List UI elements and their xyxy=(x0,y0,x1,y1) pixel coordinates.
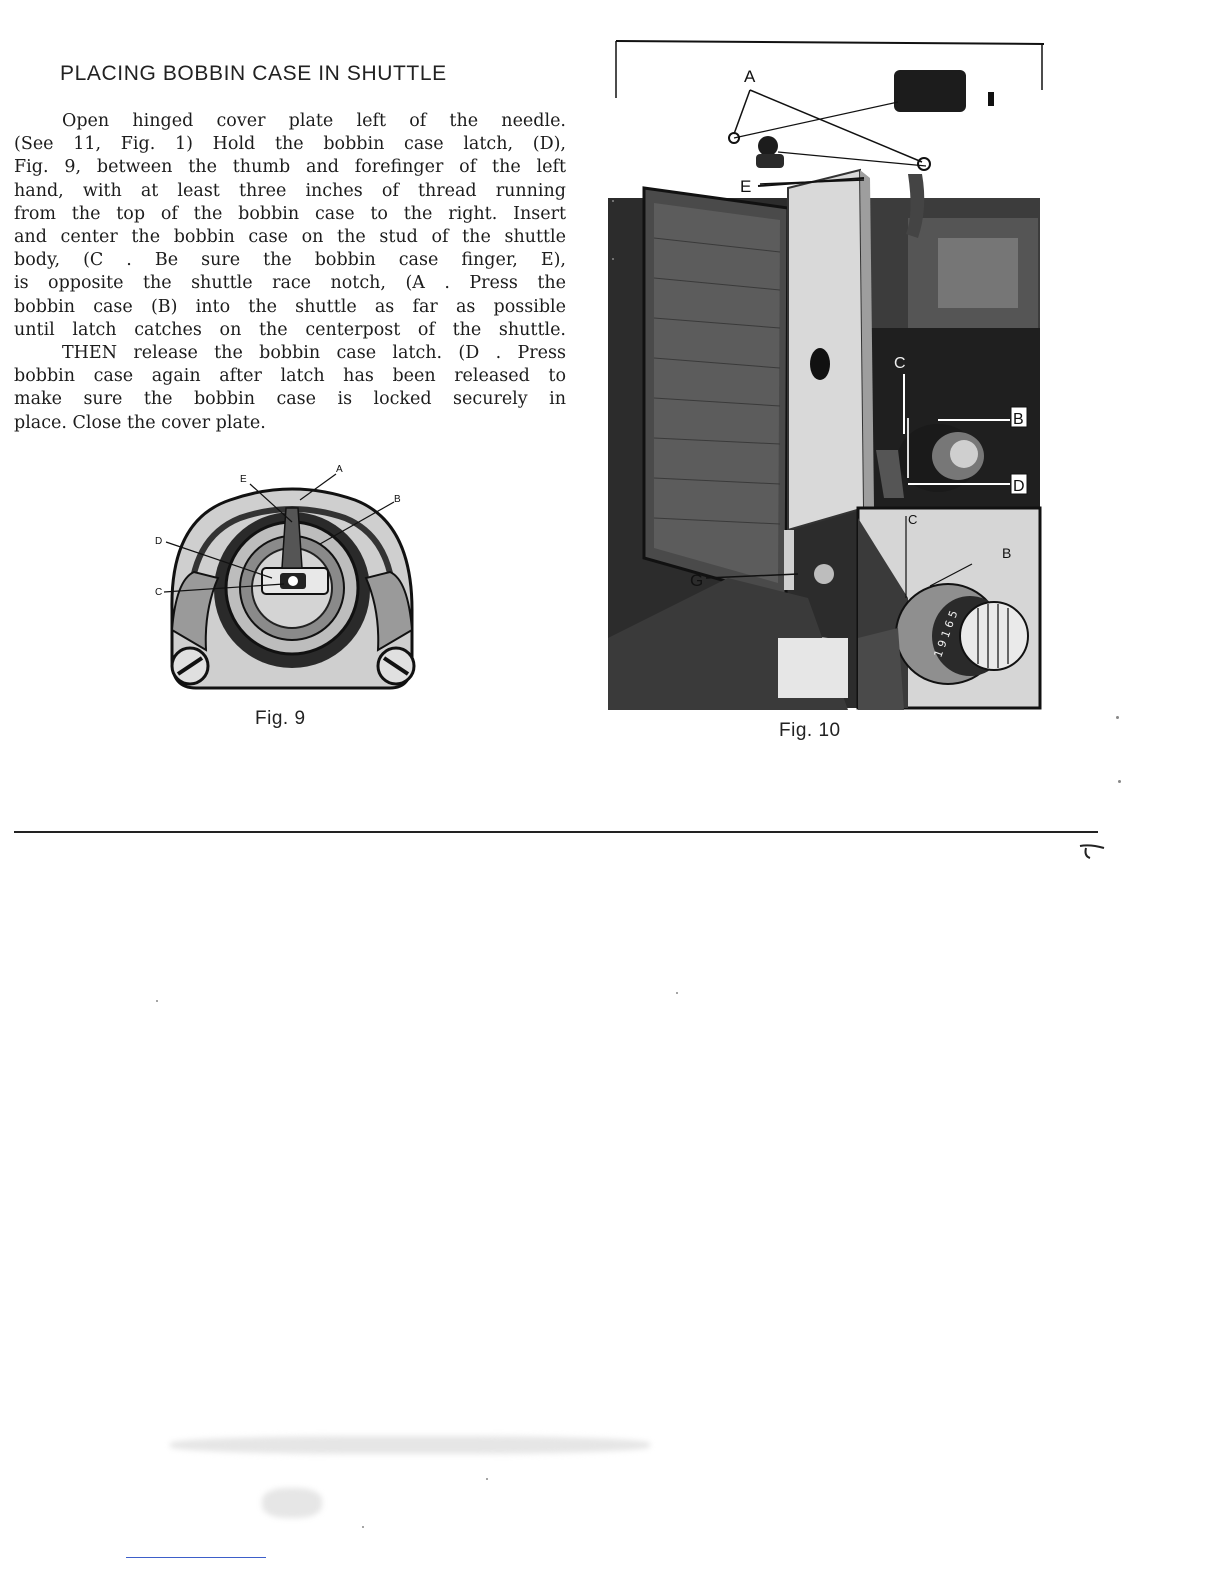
fig9-label-b: B xyxy=(394,494,401,505)
text-line: place. Close the cover plate. xyxy=(14,412,266,433)
fig9-shuttle-illustration xyxy=(150,460,435,700)
text-line: bobbin case again after latch has been released to xyxy=(14,366,566,387)
fig10-label-d: D xyxy=(1013,478,1025,495)
section-heading: PLACING BOBBIN CASE IN SHUTTLE xyxy=(60,62,447,85)
text-line: until latch catches on the centerpost of the shuttle. xyxy=(14,319,566,340)
text-line: (See 11, Fig. 1) Hold the bobbin case latch, (D), xyxy=(14,134,566,155)
scan-smudge xyxy=(262,1488,322,1518)
scan-speck xyxy=(612,258,614,260)
fig10-machine-photo xyxy=(608,38,1048,710)
fig10-caption: Fig. 10 xyxy=(779,720,841,741)
scan-speck xyxy=(362,1526,364,1528)
scan-speck xyxy=(1116,716,1119,719)
fig10-label-c: C xyxy=(894,355,906,372)
text-line: and center the bobbin case on the stud of the shuttle xyxy=(14,227,566,248)
scan-mark-icon xyxy=(1078,842,1106,862)
fig10-dial-numbers: 1 9 1 6 5 xyxy=(931,608,961,660)
text-line: body, (C . Be sure the bobbin case finger, E), xyxy=(14,250,566,271)
fig10-label-b-inset: B xyxy=(1002,545,1012,561)
text-line: is opposite the shuttle race notch, (A . Press the xyxy=(14,273,566,294)
text-line: bobbin case (B) into the shuttle as far as possible xyxy=(14,296,566,317)
scan-speck xyxy=(1118,780,1121,783)
scan-speck xyxy=(486,1478,488,1480)
text-line: Fig. 9, between the thumb and forefinger of the left xyxy=(14,157,566,178)
text-line: Open hinged cover plate left of the needle. xyxy=(62,111,566,131)
fig10-label-a: A xyxy=(744,67,756,86)
fig10-label-b: B xyxy=(1013,411,1024,428)
fig10-label-c-inset: C xyxy=(908,512,918,527)
fig10-label-g: G xyxy=(690,571,704,590)
scan-speck xyxy=(156,1000,158,1002)
footer-link-underline xyxy=(126,1557,266,1558)
scan-speck xyxy=(676,992,678,994)
fig9-label-c: C xyxy=(155,587,163,598)
horizontal-rule xyxy=(14,831,1098,833)
text-line: make sure the bobbin case is locked securely in xyxy=(14,389,566,410)
fig9-label-d: D xyxy=(155,536,163,547)
instruction-paragraph xyxy=(14,110,566,435)
text-line: hand, with at least three inches of thread running xyxy=(14,180,566,201)
scan-speck xyxy=(612,200,614,202)
fig9-caption: Fig. 9 xyxy=(255,708,306,729)
text-line: from the top of the bobbin case to the right. Insert xyxy=(14,203,566,224)
text-line: THEN release the bobbin case latch. (D . Press xyxy=(62,343,566,364)
fig9-label-a: A xyxy=(336,464,343,475)
scan-smudge xyxy=(170,1436,650,1454)
fig9-label-e: E xyxy=(240,474,247,485)
fig10-label-e: E xyxy=(740,177,752,196)
